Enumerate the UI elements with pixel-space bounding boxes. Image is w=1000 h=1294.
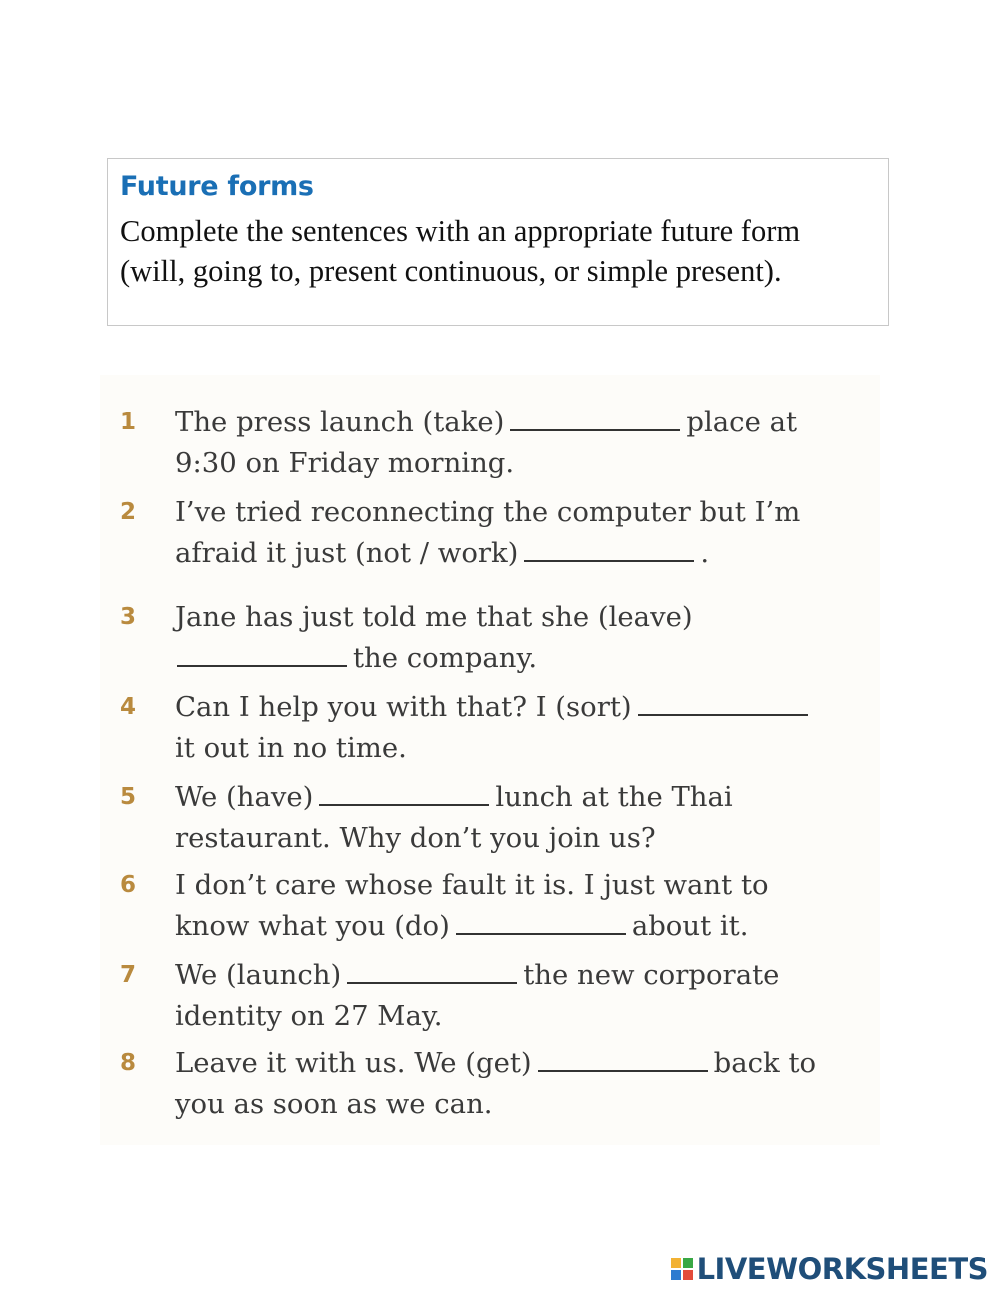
instructions-line-1: Complete the sentences with an appropriate future form [120, 214, 801, 248]
sentence-text: I don’t care whose fault it is. I just want to [175, 869, 769, 901]
answer-blank[interactable] [347, 958, 517, 984]
instructions-line-2: (will, going to, present continuous, or simple present). [120, 254, 782, 288]
logo-text: LIVEWORKSHEETS [696, 1252, 988, 1286]
sentence-text: the new corporate [523, 959, 780, 991]
item-number: 2 [120, 499, 137, 525]
liveworksheets-logo[interactable] [671, 1252, 988, 1286]
item-sentence [175, 777, 875, 859]
sentence-text: 9:30 on Friday morning. [175, 447, 515, 479]
sentence-text: the company. [353, 642, 538, 674]
sentence-text: you as soon as we can. [175, 1088, 493, 1120]
item-number: 7 [120, 962, 137, 988]
answer-blank[interactable] [510, 405, 680, 431]
item-sentence [175, 1043, 875, 1125]
logo-mark-icon [671, 1258, 693, 1280]
answer-blank[interactable] [538, 1046, 708, 1072]
answer-blank[interactable] [319, 780, 489, 806]
sentence-text: afraid it just (not / work) [175, 537, 519, 569]
sentence-text: restaurant. Why don’t you join us? [175, 822, 656, 854]
item-sentence [175, 492, 875, 574]
item-sentence [175, 402, 875, 484]
instructions-title: Future forms [120, 171, 314, 202]
answer-blank[interactable] [177, 641, 347, 667]
item-number: 4 [120, 694, 137, 720]
sentence-text: Leave it with us. We (get) [175, 1047, 532, 1079]
logo-square-icon [683, 1258, 693, 1268]
sentence-text: back to [713, 1047, 817, 1079]
answer-blank[interactable] [456, 909, 626, 935]
item-sentence [175, 955, 875, 1037]
sentence-text: know what you (do) [175, 910, 450, 942]
sentence-text: it out in no time. [175, 732, 407, 764]
sentence-text: about it. [631, 910, 749, 942]
sentence-text: I’ve tried reconnecting the computer but I’m [175, 496, 801, 528]
answer-blank[interactable] [638, 690, 808, 716]
item-number: 6 [120, 872, 137, 898]
sentence-text: The press launch (take) [175, 406, 505, 438]
instructions-text [120, 211, 880, 291]
answer-blank[interactable] [524, 536, 694, 562]
item-sentence [175, 865, 875, 947]
item-number: 8 [120, 1050, 137, 1076]
instructions-box [107, 158, 889, 326]
sentence-text: lunch at the Thai [495, 781, 733, 813]
sentence-text: Jane has just told me that she (leave) [175, 601, 693, 633]
logo-square-icon [671, 1258, 681, 1268]
sentence-text: . [700, 537, 710, 569]
item-number: 5 [120, 784, 137, 810]
sentence-text: We (have) [175, 781, 314, 813]
item-number: 3 [120, 604, 137, 630]
sentence-text: Can I help you with that? I (sort) [175, 691, 632, 723]
item-sentence [175, 597, 875, 679]
item-number: 1 [120, 409, 137, 435]
sentence-text: identity on 27 May. [175, 1000, 443, 1032]
item-sentence [175, 687, 875, 769]
sentence-text: We (launch) [175, 959, 342, 991]
exercise-list [100, 375, 880, 1145]
logo-square-icon [671, 1270, 681, 1280]
sentence-text: place at [686, 406, 798, 438]
logo-square-icon [683, 1270, 693, 1280]
